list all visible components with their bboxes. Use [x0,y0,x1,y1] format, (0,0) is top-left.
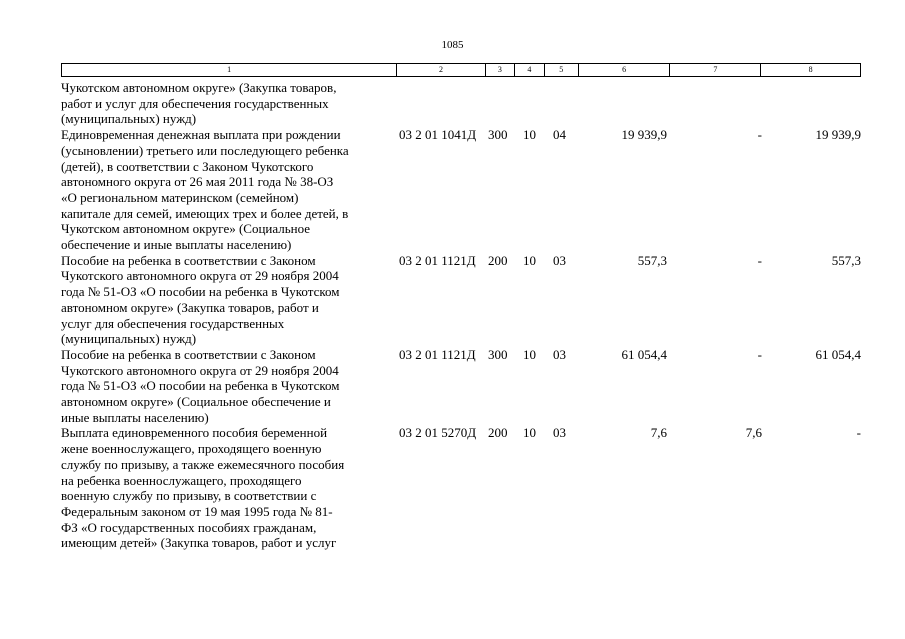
description-line: автономного округа от 26 мая 2011 года № 38-ОЗ [61,174,334,190]
row-amount-total [579,80,671,127]
row-amount-regional [762,80,861,127]
row-subsection: 03 [553,425,566,441]
row-subsection: 03 [553,252,566,268]
row-expense-type [486,80,515,127]
description-line: жене военнослужащего, проходящего военную [61,441,322,457]
description-line: Чукотском автономном округе» (Закупка товаров, [61,80,337,95]
description-line: Выплата единовременного пособия беременной [61,425,328,441]
description-line: Пособие на ребенка в соответствии с Законом [61,252,316,268]
description-line: службу по призыву, а также ежемесячного пособия [61,456,345,472]
header-col-7: 7 [670,64,761,76]
row-amount-regional: 19 939,9 [815,127,861,143]
row-section: 10 [523,252,536,268]
description-line: (детей), в соответствии с Законом Чукотского [61,158,314,174]
row-amount-federal: - [757,252,762,268]
row-section: 10 [523,425,536,441]
table-row [61,253,861,347]
description-line: Единовременная денежная выплата при рождении [61,127,341,143]
header-col-8: 8 [808,65,813,74]
description-line: Пособие на ребенка в соответствии с Законом [61,346,316,362]
header-col-3: 3 [486,64,515,76]
description-line: (усыновлении) третьего или последующего ребенка [61,142,349,158]
row-code [397,80,486,127]
header-col-6: 6 [579,64,671,76]
table-row [61,127,861,253]
row-amount-federal [671,80,762,127]
description-line: капитале для семей, имеющих трех и более детей, в [61,205,349,221]
table-row [61,425,861,551]
row-amount-regional: - [856,425,861,441]
row-code: 03 2 01 1041Д [399,127,477,143]
row-amount-regional: 557,3 [831,252,861,268]
header-col-2: 2 [397,64,486,76]
row-code: 03 2 01 1121Д [399,252,476,268]
table-row [61,347,861,426]
row-amount-federal: 7,6 [745,425,762,441]
description-line: Чукотского автономного округа от 29 ноября 2004 [61,268,339,284]
description-line: автономном округе» (Социальное обеспечение и [61,394,331,410]
row-expense-type: 300 [488,346,508,362]
description-line: услуг для обеспечения государственных [61,315,285,331]
row-amount-total: 7,6 [650,425,667,441]
row-expense-type: 300 [488,127,508,143]
row-description [61,347,397,426]
description-line: «О региональном материнском (семейном) [61,189,299,205]
description-line: на ребенка военнослужащего, проходящего [61,472,302,488]
description-line: (муниципальных) нужд) [61,331,197,347]
table-row [61,80,861,127]
description-line: ФЗ «О государственных пособиях гражданам, [61,519,317,535]
description-line: Чукотском автономном округе» (Социальное [61,221,311,237]
page-number: 1085 [441,39,464,51]
description-line: работ и услуг для обеспечения государственных [61,95,329,111]
row-amount-total: 61 054,4 [621,346,667,362]
header-col-1: 1 [62,64,397,76]
description-line: года № 51-ОЗ «О пособии на ребенка в Чукотском [61,284,340,300]
row-subsection: 04 [553,127,566,143]
header-col-4: 4 [515,64,545,76]
row-code: 03 2 01 1121Д [399,346,476,362]
row-expense-type: 200 [488,252,508,268]
description-line: года № 51-ОЗ «О пособии на ребенка в Чукотском [61,378,340,394]
table-header-row [61,63,861,77]
description-line: Федеральным законом от 19 мая 1995 года № 81- [61,503,333,519]
description-line: автономном округе» (Закупка товаров, работ и [61,299,319,315]
row-description [61,425,397,551]
description-line: имеющим детей» (Закупка товаров, работ и услуг [61,535,337,551]
row-description [61,80,397,127]
description-line: военную службу по призыву, в соответствии с [61,488,317,504]
row-section [515,80,545,127]
row-expense-type: 200 [488,425,508,441]
description-line: иные выплаты населению) [61,409,209,425]
description-line: (муниципальных) нужд) [61,111,197,127]
description-line: обеспечение и иные выплаты населению) [61,237,292,253]
row-description [61,253,397,347]
row-amount-total: 557,3 [637,252,667,268]
row-amount-regional: 61 054,4 [815,346,861,362]
row-amount-federal: - [757,127,762,143]
row-subsection: 03 [553,346,566,362]
row-amount-total: 19 939,9 [621,127,667,143]
row-amount-federal: - [757,346,762,362]
row-description [61,127,397,253]
row-code: 03 2 01 5270Д [399,425,477,441]
description-line: Чукотского автономного округа от 29 ноября 2004 [61,362,339,378]
table-body [61,80,861,551]
header-col-5: 5 [545,64,579,76]
row-section: 10 [523,346,536,362]
row-section: 10 [523,127,536,143]
row-subsection [545,80,579,127]
